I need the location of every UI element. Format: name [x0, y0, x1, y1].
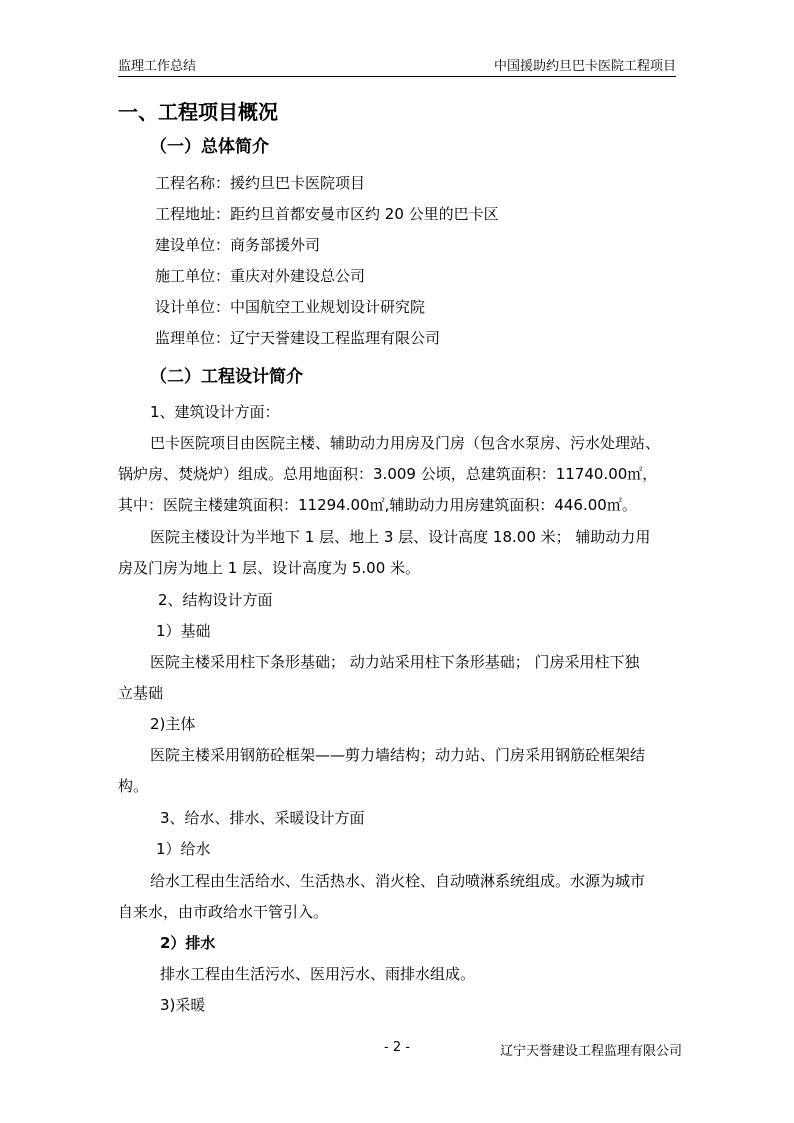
arch-height-line: 医院主楼设计为半地下 1 层、地上 3 层、设计高度 18.00 米； 辅助动力用 — [150, 528, 651, 546]
water-supply-title: 1）给水 — [156, 840, 211, 858]
foundation-paragraph-line: 医院主楼采用柱下条形基础； 动力站采用柱下条形基础； 门房采用柱下独 — [150, 653, 640, 671]
section-title: 一、工程项目概况 — [118, 100, 278, 124]
arch-paragraph-line: 巴卡医院项目由医院主楼、辅助动力用房及门房（包含水泵房、污水处理站、 — [150, 434, 661, 452]
page-header — [118, 52, 676, 77]
footer-company: 辽宁天誉建设工程监理有限公司 — [500, 1044, 683, 1059]
arch-height-line: 房及门房为地上 1 层、设计高度为 5.00 米。 — [118, 559, 421, 577]
field-project-name: 工程名称：援约旦巴卡医院项目 — [155, 174, 366, 192]
field-supervision-unit: 监理单位：辽宁天誉建设工程监理有限公司 — [155, 329, 441, 347]
field-owner-unit: 建设单位：商务部援外司 — [155, 236, 321, 254]
water-supply-line: 给水工程由生活给水、生活热水、消火栓、自动喷淋系统组成。水源为城市 — [150, 872, 646, 890]
main-structure-line: 医院主楼采用钢筋砼框架——剪力墙结构；动力站、门房采用钢筋砼框架结 — [150, 746, 646, 764]
drainage-title-text: 2）排水 — [160, 934, 216, 952]
arch-paragraph-line: 锅炉房、焚烧炉）组成。总用地面积：3.009 公顷，总建筑面积：11740.00㎡， — [118, 465, 658, 483]
main-structure-line: 构。 — [118, 777, 149, 795]
arch-title: 1、建筑设计方面： — [150, 403, 280, 421]
field-design-unit: 设计单位：中国航空工业规划设计研究院 — [155, 298, 426, 316]
arch-paragraph-line: 其中：医院主楼建筑面积：11294.00㎡,辅助动力用房建筑面积：446.00㎡。 — [118, 496, 637, 514]
drainage-title — [160, 933, 215, 953]
struct-title: 2、结构设计方面 — [158, 591, 273, 609]
heating-title: 3)采暖 — [160, 996, 206, 1014]
foundation-title: 1）基础 — [156, 622, 211, 640]
header-left-text: 监理工作总结 — [118, 59, 197, 74]
drainage-line: 排水工程由生活污水、医用污水、雨排水组成。 — [160, 965, 476, 983]
design-heading: （二）工程设计简介 — [150, 367, 303, 387]
main-structure-title: 2)主体 — [150, 715, 196, 733]
header-right-text: 中国援助约旦巴卡医院工程项目 — [493, 59, 676, 74]
water-supply-line: 自来水，由市政给水干管引入。 — [118, 903, 329, 921]
page-number: - 2 - — [384, 1040, 410, 1055]
field-project-address: 工程地址：距约旦首都安曼市区约 20 公里的巴卡区 — [155, 205, 499, 223]
field-construction-unit: 施工单位：重庆对外建设总公司 — [155, 267, 366, 285]
water-title: 3、给水、排水、采暖设计方面 — [160, 809, 365, 827]
foundation-paragraph-line: 立基础 — [118, 684, 164, 702]
overview-heading: （一）总体简介 — [150, 137, 269, 157]
